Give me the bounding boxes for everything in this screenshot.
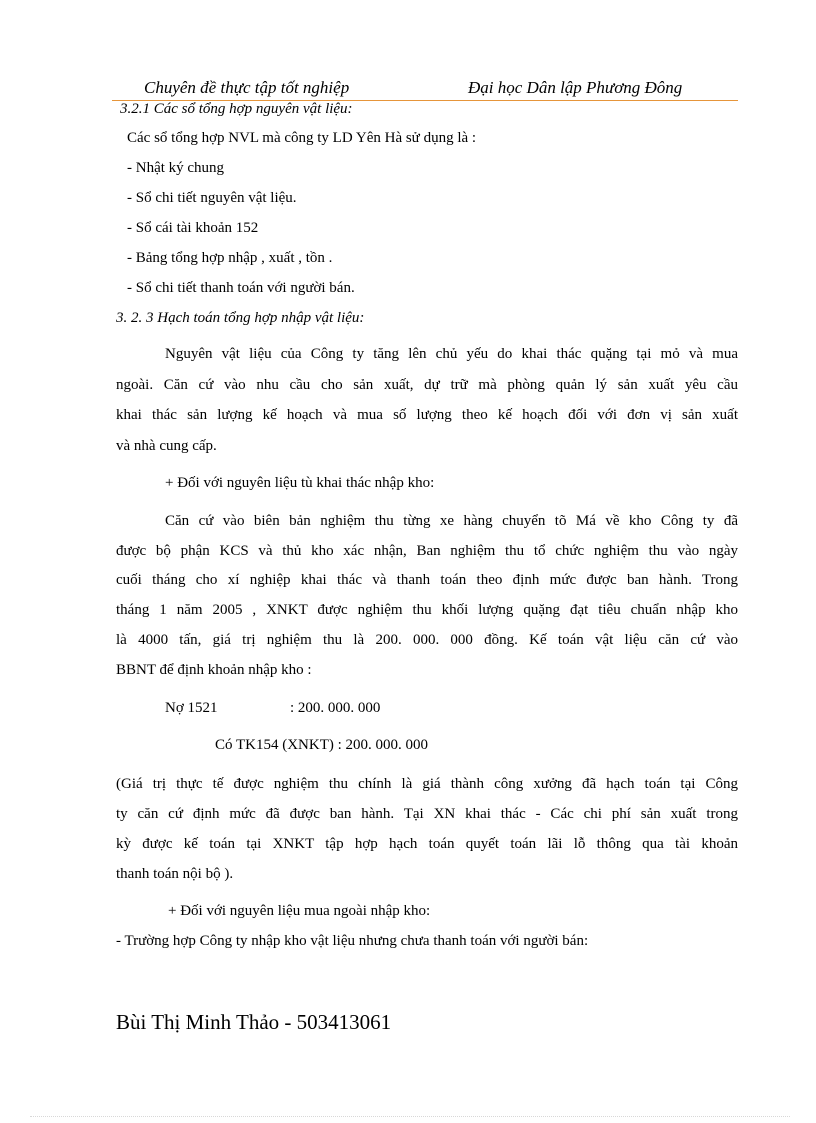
paragraph-line: và nhà cung cấp.	[116, 438, 217, 454]
header-left-title: Chuyên đề thực tập tốt nghiệp	[144, 78, 350, 97]
paragraph-line: tháng 1 năm 2005 , XNKT được nghiệm thu khối lượng quặng đạt tiêu chuẩn nhập kho	[116, 602, 738, 618]
entry-credit: Có TK154 (XNKT) : 200. 000. 000	[215, 737, 429, 753]
footer-author: Bùi Thị Minh Thảo - 503413061	[116, 1010, 392, 1034]
entry-debit-label: Nợ 1521	[165, 700, 218, 716]
paragraph-line: ty căn cứ định mức đã được ban hành. Tại XN khai thác - Các chi phí sản xuất trong	[116, 806, 738, 822]
paragraph-line: khai thác sản lượng kế hoạch và mua số lượng theo kế hoạch đối với đơn vị sản xuất	[116, 407, 738, 423]
paragraph-line: Nguyên vật liệu của Công ty tăng lên chủ yếu do khai thác quặng tại mỏ và mua	[165, 346, 738, 362]
subsection-heading: + Đối với nguyên liệu tù khai thác nhập kho:	[165, 475, 435, 491]
section-heading-3-2-3: 3. 2. 3 Hạch toán tổng hợp nhập vật liệu:	[116, 310, 365, 326]
list-item: - Sổ chi tiết thanh toán với người bán.	[127, 280, 355, 296]
paragraph-line: là 4000 tấn, giá trị nghiệm thu là 200. 000. 000 đồng. Kế toán vật liệu căn cứ vào	[116, 632, 738, 648]
page-bottom-divider	[30, 1116, 790, 1117]
paragraph-line: kỳ được kế toán tại XNKT tập hợp hạch toán quyết toán lãi lỗ thông qua tài khoản	[116, 836, 738, 852]
paragraph-line: cuối tháng cho xí nghiệp khai thác và thanh toán theo định mức được ban hành. Trong	[116, 572, 738, 588]
paragraph-line: BBNT để định khoản nhập kho :	[116, 662, 312, 678]
header-right-title: Đại học Dân lập Phương Đông	[468, 78, 683, 97]
list-item: - Sổ chi tiết nguyên vật liệu.	[127, 190, 297, 206]
list-item: - Sổ cái tài khoản 152	[127, 220, 259, 236]
subsection-heading: + Đối với nguyên liệu mua ngoài nhập kho:	[168, 903, 431, 919]
section-intro: Các sổ tổng hợp NVL mà công ty LD Yên Hà sử dụng là :	[127, 130, 477, 146]
list-item: - Bảng tổng hợp nhập , xuất , tồn .	[127, 250, 333, 266]
entry-debit-value: : 200. 000. 000	[290, 700, 381, 716]
paragraph-line: được bộ phận KCS và thủ kho xác nhận, Ban nghiệm thu tổ chức nghiệm thu vào ngày	[116, 543, 738, 559]
section-heading-3-2-1: 3.2.1 Các sổ tổng hợp nguyên vật liệu:	[120, 101, 353, 117]
paragraph-line: Căn cứ vào biên bản nghiệm thu từng xe hàng chuyển tõ Má về kho Công ty đã	[165, 513, 738, 529]
paragraph-line: thanh toán nội bộ ).	[116, 866, 234, 882]
list-item: - Nhật ký chung	[127, 160, 225, 176]
paragraph-line: ngoài. Căn cứ vào nhu cầu cho sản xuất, dự trữ mà phòng quản lý sản xuất yêu cầu	[116, 377, 738, 393]
case-line: - Trường hợp Công ty nhập kho vật liệu nhưng chưa thanh toán với người bán:	[116, 933, 589, 949]
paragraph-line: (Giá trị thực tế được nghiệm thu chính là giá thành công xưởng đã hạch toán tại Công	[116, 776, 738, 792]
